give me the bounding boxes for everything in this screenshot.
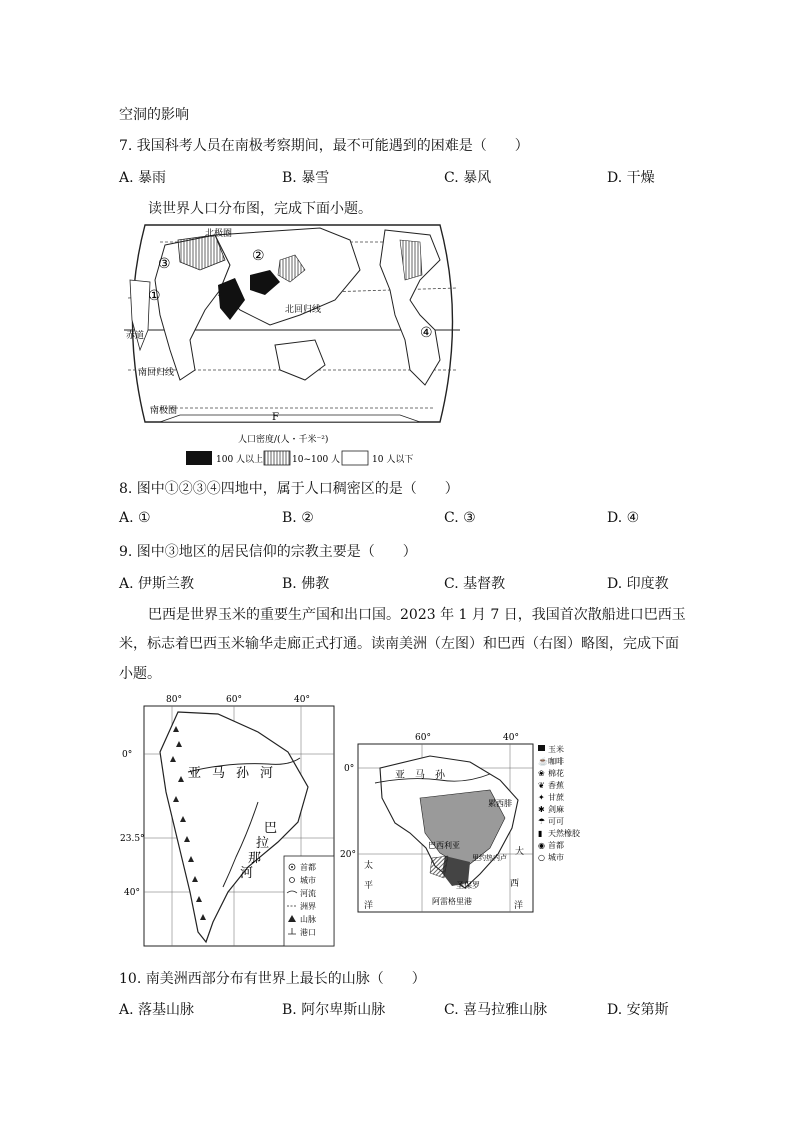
- q10-option-b: B. 阿尔卑斯山脉: [282, 1002, 386, 1018]
- sa-lat-0: 0°: [122, 750, 133, 760]
- br-amazon-label: 亚 马 孙: [395, 770, 445, 781]
- svg-text:❀: ❀: [538, 769, 545, 778]
- arctic-circle-label: 北极圈: [205, 229, 233, 239]
- svg-text:☕: ☕: [538, 757, 548, 766]
- brazil-map: [340, 728, 612, 920]
- sa-lat-23: 23.5°: [120, 834, 145, 844]
- amazon-char-2: 马: [212, 766, 226, 781]
- br-lat-0: 0°: [344, 764, 355, 774]
- amazon-char-3: 孙: [236, 766, 250, 781]
- br-pacific-1: 太: [364, 861, 374, 871]
- world-population-map: [120, 220, 465, 474]
- br-legend-banana: 香蕉: [548, 781, 564, 790]
- map-marker-1: ①: [148, 288, 161, 304]
- sa-legend-city: 城市: [300, 876, 316, 885]
- svg-text:▮: ▮: [538, 829, 543, 838]
- question-9-stem: 9. 图中③地区的居民信仰的宗教主要是（ ）: [119, 544, 417, 560]
- parana-char-4: 河: [240, 866, 254, 881]
- intro-brazil-line3: 小题。: [119, 666, 161, 682]
- br-lon-60: 60°: [415, 733, 431, 743]
- br-brasilia-label: 巴西利亚: [428, 841, 460, 850]
- q10-option-a: A. 落基山脉: [119, 1002, 195, 1018]
- br-legend-city: 城市: [548, 853, 564, 862]
- q7-option-d: D. 干燥: [607, 170, 655, 186]
- svg-text:◉: ◉: [538, 841, 545, 850]
- question-8-stem: 8. 图中①②③④四地中，属于人口稠密区的是（ ）: [119, 481, 459, 497]
- svg-text:✱: ✱: [538, 805, 545, 814]
- map-marker-4: ④: [420, 325, 433, 341]
- br-atlantic-3: 洋: [514, 901, 524, 911]
- q10-option-c: C. 喜马拉雅山脉: [444, 1002, 548, 1018]
- legend-swatch-low: [342, 451, 368, 465]
- br-legend-capital: 首都: [548, 841, 564, 850]
- sa-legend-mountain: 山脉: [300, 915, 316, 924]
- parana-char-1: 巴: [264, 821, 278, 836]
- svg-text:❦: ❦: [538, 781, 545, 790]
- sa-legend-river: 河流: [300, 889, 316, 898]
- br-legend-sisal: 剑麻: [548, 805, 564, 814]
- q9-option-b: B. 佛教: [282, 576, 330, 592]
- intro-world-population: 读世界人口分布图，完成下面小题。: [148, 201, 372, 217]
- parana-char-2: 拉: [256, 836, 270, 851]
- q8-option-d: D. ④: [607, 510, 640, 526]
- q8-option-b: B. ②: [282, 510, 314, 526]
- svg-text:☂: ☂: [538, 817, 546, 826]
- svg-text:✦: ✦: [538, 793, 545, 802]
- br-legend-cotton: 棉花: [548, 769, 564, 778]
- amazon-char-1: 亚: [188, 766, 202, 781]
- legend-mid-label: 10~100 人: [292, 455, 341, 465]
- equator-label: 赤道: [126, 331, 145, 341]
- map-marker-2: ②: [252, 248, 265, 264]
- antarctic-circle-label: 南极圈: [150, 406, 178, 416]
- q7-option-b: B. 暴雪: [282, 170, 330, 186]
- br-porto-alegre-label: 阿雷格里港: [432, 897, 472, 906]
- q9-option-a: A. 伊斯兰教: [119, 576, 195, 592]
- legend-swatch-high: [186, 451, 212, 465]
- br-legend-rubber: 天然橡胶: [548, 829, 580, 838]
- question-7-stem: 7. 我国科考人员在南极考察期间，最不可能遇到的困难是（ ）: [119, 138, 529, 154]
- br-legend-corn: 玉米: [548, 745, 564, 754]
- south-america-map: [118, 692, 338, 954]
- map-marker-3: ③: [158, 256, 171, 272]
- br-atlantic-2: 西: [510, 879, 520, 889]
- q7-option-c: C. 暴风: [444, 170, 492, 186]
- tropic-capricorn-label: 南回归线: [138, 368, 175, 378]
- q9-option-c: C. 基督教: [444, 576, 506, 592]
- br-lat-20: 20°: [340, 850, 356, 860]
- q8-option-a: A. ①: [119, 510, 151, 526]
- br-pacific-3: 洋: [364, 901, 374, 911]
- legend-low-label: 10 人以下: [372, 455, 414, 465]
- parana-char-3: 那: [248, 851, 262, 866]
- q10-option-d: D. 安第斯: [607, 1002, 669, 1018]
- br-rio-label: 里约热内卢: [472, 854, 507, 862]
- map-letter-f: F: [272, 412, 279, 423]
- br-saopaulo-label: 圣保罗: [456, 881, 480, 890]
- br-pacific-2: 平: [364, 881, 374, 891]
- q7-option-a: A. 暴雨: [119, 170, 167, 186]
- sa-legend-port: 港口: [300, 928, 316, 937]
- br-recife-label: 累西腓: [488, 799, 512, 808]
- br-legend-cocoa: 可可: [548, 817, 564, 826]
- intro-brazil-line1: 巴西是世界玉米的重要生产国和出口国。2023 年 1 月 7 日，我国首次散船进口巴西玉: [148, 607, 686, 623]
- sa-legend-border: 洲界: [300, 902, 316, 911]
- svg-text:○: ○: [538, 853, 545, 862]
- sa-legend-capital: 首都: [300, 863, 316, 872]
- br-atlantic-1: 大: [515, 847, 525, 857]
- legend-swatch-mid: [264, 451, 290, 465]
- sa-lon-40: 40°: [294, 695, 310, 705]
- question-10-stem: 10. 南美洲西部分布有世界上最长的山脉（ ）: [119, 971, 426, 987]
- legend-title: 人口密度/(人・千米⁻²): [238, 435, 329, 445]
- amazon-char-4: 河: [260, 766, 274, 781]
- sa-lon-60: 60°: [226, 695, 242, 705]
- q8-option-c: C. ③: [444, 510, 476, 526]
- br-legend-sugarcane: 甘蔗: [548, 793, 564, 802]
- prev-question-tail: 空洞的影响: [119, 107, 189, 123]
- sa-lat-40: 40°: [124, 888, 140, 898]
- tropic-cancer-label: 北回归线: [285, 305, 322, 315]
- br-legend-coffee: 咖啡: [548, 757, 564, 766]
- q9-option-d: D. 印度教: [607, 576, 669, 592]
- legend-high-label: 100 人以上: [216, 455, 264, 465]
- br-lon-40: 40°: [503, 733, 519, 743]
- sa-lon-80: 80°: [166, 695, 182, 705]
- intro-brazil-line2: 米，标志着巴西玉米输华走廊正式打通。读南美洲（左图）和巴西（右图）略图，完成下面: [119, 636, 679, 652]
